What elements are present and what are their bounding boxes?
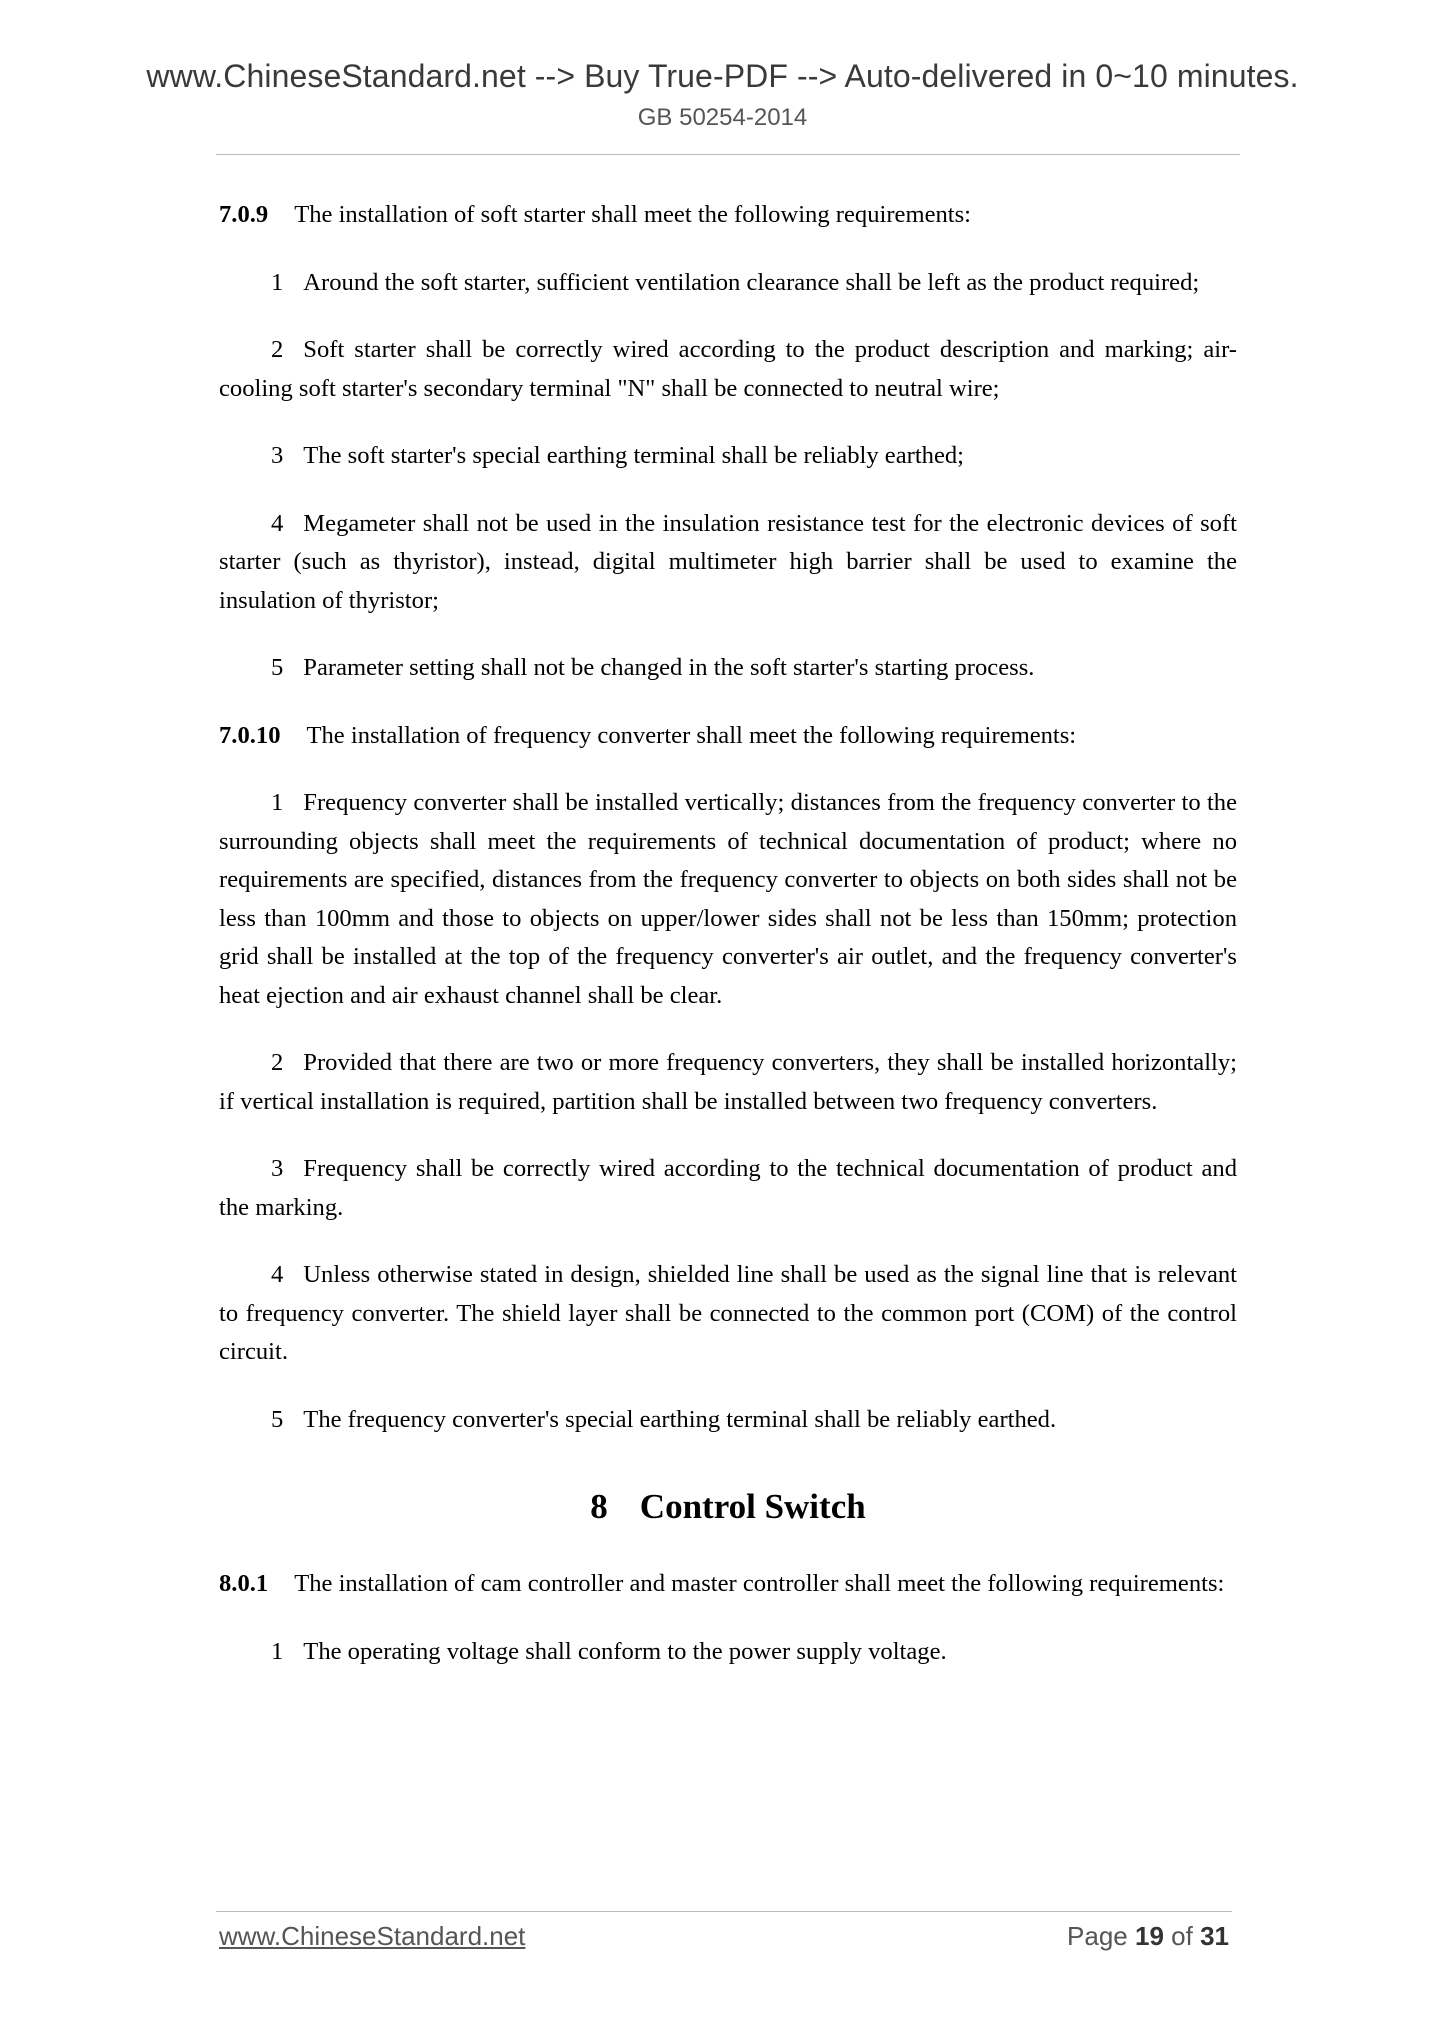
page-of: of (1171, 1921, 1193, 1951)
item-text: The soft starter's special earthing terminal shall be reliably earthed; (303, 442, 964, 469)
list-item (219, 505, 1237, 621)
page-body (219, 196, 1237, 1700)
item-text: The frequency converter's special earthing terminal shall be reliably earthed. (303, 1405, 1057, 1433)
clause-8-0-1-intro (219, 1565, 1237, 1604)
list-item (219, 437, 1237, 476)
standard-code: GB 50254-2014 (637, 104, 808, 131)
clause-number: 7.0.10 (219, 721, 281, 749)
item-number: 5 (271, 1405, 284, 1433)
chapter-title: Control Switch (639, 1487, 866, 1526)
item-text: The operating voltage shall conform to the power supply voltage. (303, 1637, 947, 1665)
list-item (219, 1401, 1237, 1440)
list-item (219, 1150, 1237, 1227)
footer-divider (216, 1911, 1232, 1912)
footer-site-link[interactable]: www.ChineseStandard.net (219, 1921, 526, 1951)
list-item (219, 649, 1237, 688)
chapter-number: 8 (590, 1487, 608, 1526)
item-text: Frequency shall be correctly wired according to the technical documentation of product and the marking. (219, 1155, 1237, 1221)
clause-7-0-9-intro (219, 196, 1237, 235)
clause-intro-text: The installation of frequency converter shall meet the following requirements: (306, 721, 1077, 749)
list-item (219, 1256, 1237, 1372)
item-text: Megameter shall not be used in the insulation resistance test for the electronic devices of soft starter (such as thyristor), instead, digital multimeter high barrier shall be used to examine the insulation of thyristor; (219, 509, 1237, 614)
item-text: Around the soft starter, sufficient ventilation clearance shall be left as the product required; (303, 268, 1200, 296)
page-prefix: Page (1067, 1921, 1128, 1951)
item-number: 5 (271, 654, 284, 681)
list-item (219, 1633, 1237, 1672)
clause-number: 8.0.1 (219, 1570, 269, 1597)
clause-number: 7.0.9 (219, 201, 269, 228)
item-number: 4 (271, 1261, 284, 1288)
item-text: Unless otherwise stated in design, shielded line shall be used as the signal line that is relevant to frequency converter. The shield layer shall be connected to the common port (COM) of the control circuit. (219, 1261, 1237, 1365)
item-text: Soft starter shall be correctly wired according to the product description and marking; air-cooling soft starter's secondary terminal "N" shall be connected to neutral wire; (219, 336, 1237, 402)
page-indicator (1067, 1921, 1229, 1952)
item-text: Provided that there are two or more frequency converters, they shall be installed horizontally; if vertical installation is required, partition shall be installed between two frequency converters. (219, 1049, 1237, 1115)
item-number: 2 (271, 1049, 284, 1076)
list-item (219, 784, 1237, 1015)
clause-intro-text: The installation of cam controller and master controller shall meet the following requirements: (294, 1570, 1225, 1597)
item-text: Frequency converter shall be installed vertically; distances from the frequency converter to the surrounding objects shall meet the requirements of technical documentation of product; where no requirements are specified, distances from the frequency converter to objects on both sides shall not be less than 100mm and those to objects on upper/lower sides shall not be less than 150mm; protection grid shall be installed at the top of the frequency converter's air outlet, and the frequency converter's heat ejection and air exhaust channel shall be clear. (219, 789, 1237, 1009)
page-current: 19 (1135, 1921, 1164, 1951)
item-text: Parameter setting shall not be changed in the soft starter's starting process. (303, 654, 1035, 681)
item-number: 3 (271, 442, 284, 469)
chapter-heading (219, 1485, 1237, 1529)
list-item (219, 264, 1237, 303)
header-divider (216, 154, 1240, 155)
list-item (219, 1044, 1237, 1121)
item-number: 2 (271, 336, 284, 363)
list-item (219, 331, 1237, 408)
clause-7-0-10-intro (219, 717, 1237, 756)
item-number: 1 (271, 789, 284, 816)
item-number: 1 (271, 268, 284, 296)
header-banner[interactable]: www.ChineseStandard.net --> Buy True-PDF --> Auto-delivered in 0~10 minutes. (146, 58, 1299, 94)
page-total: 31 (1200, 1921, 1229, 1951)
item-number: 3 (271, 1155, 284, 1182)
item-number: 4 (271, 509, 284, 537)
clause-intro-text: The installation of soft starter shall meet the following requirements: (294, 201, 972, 228)
item-number: 1 (271, 1637, 284, 1665)
